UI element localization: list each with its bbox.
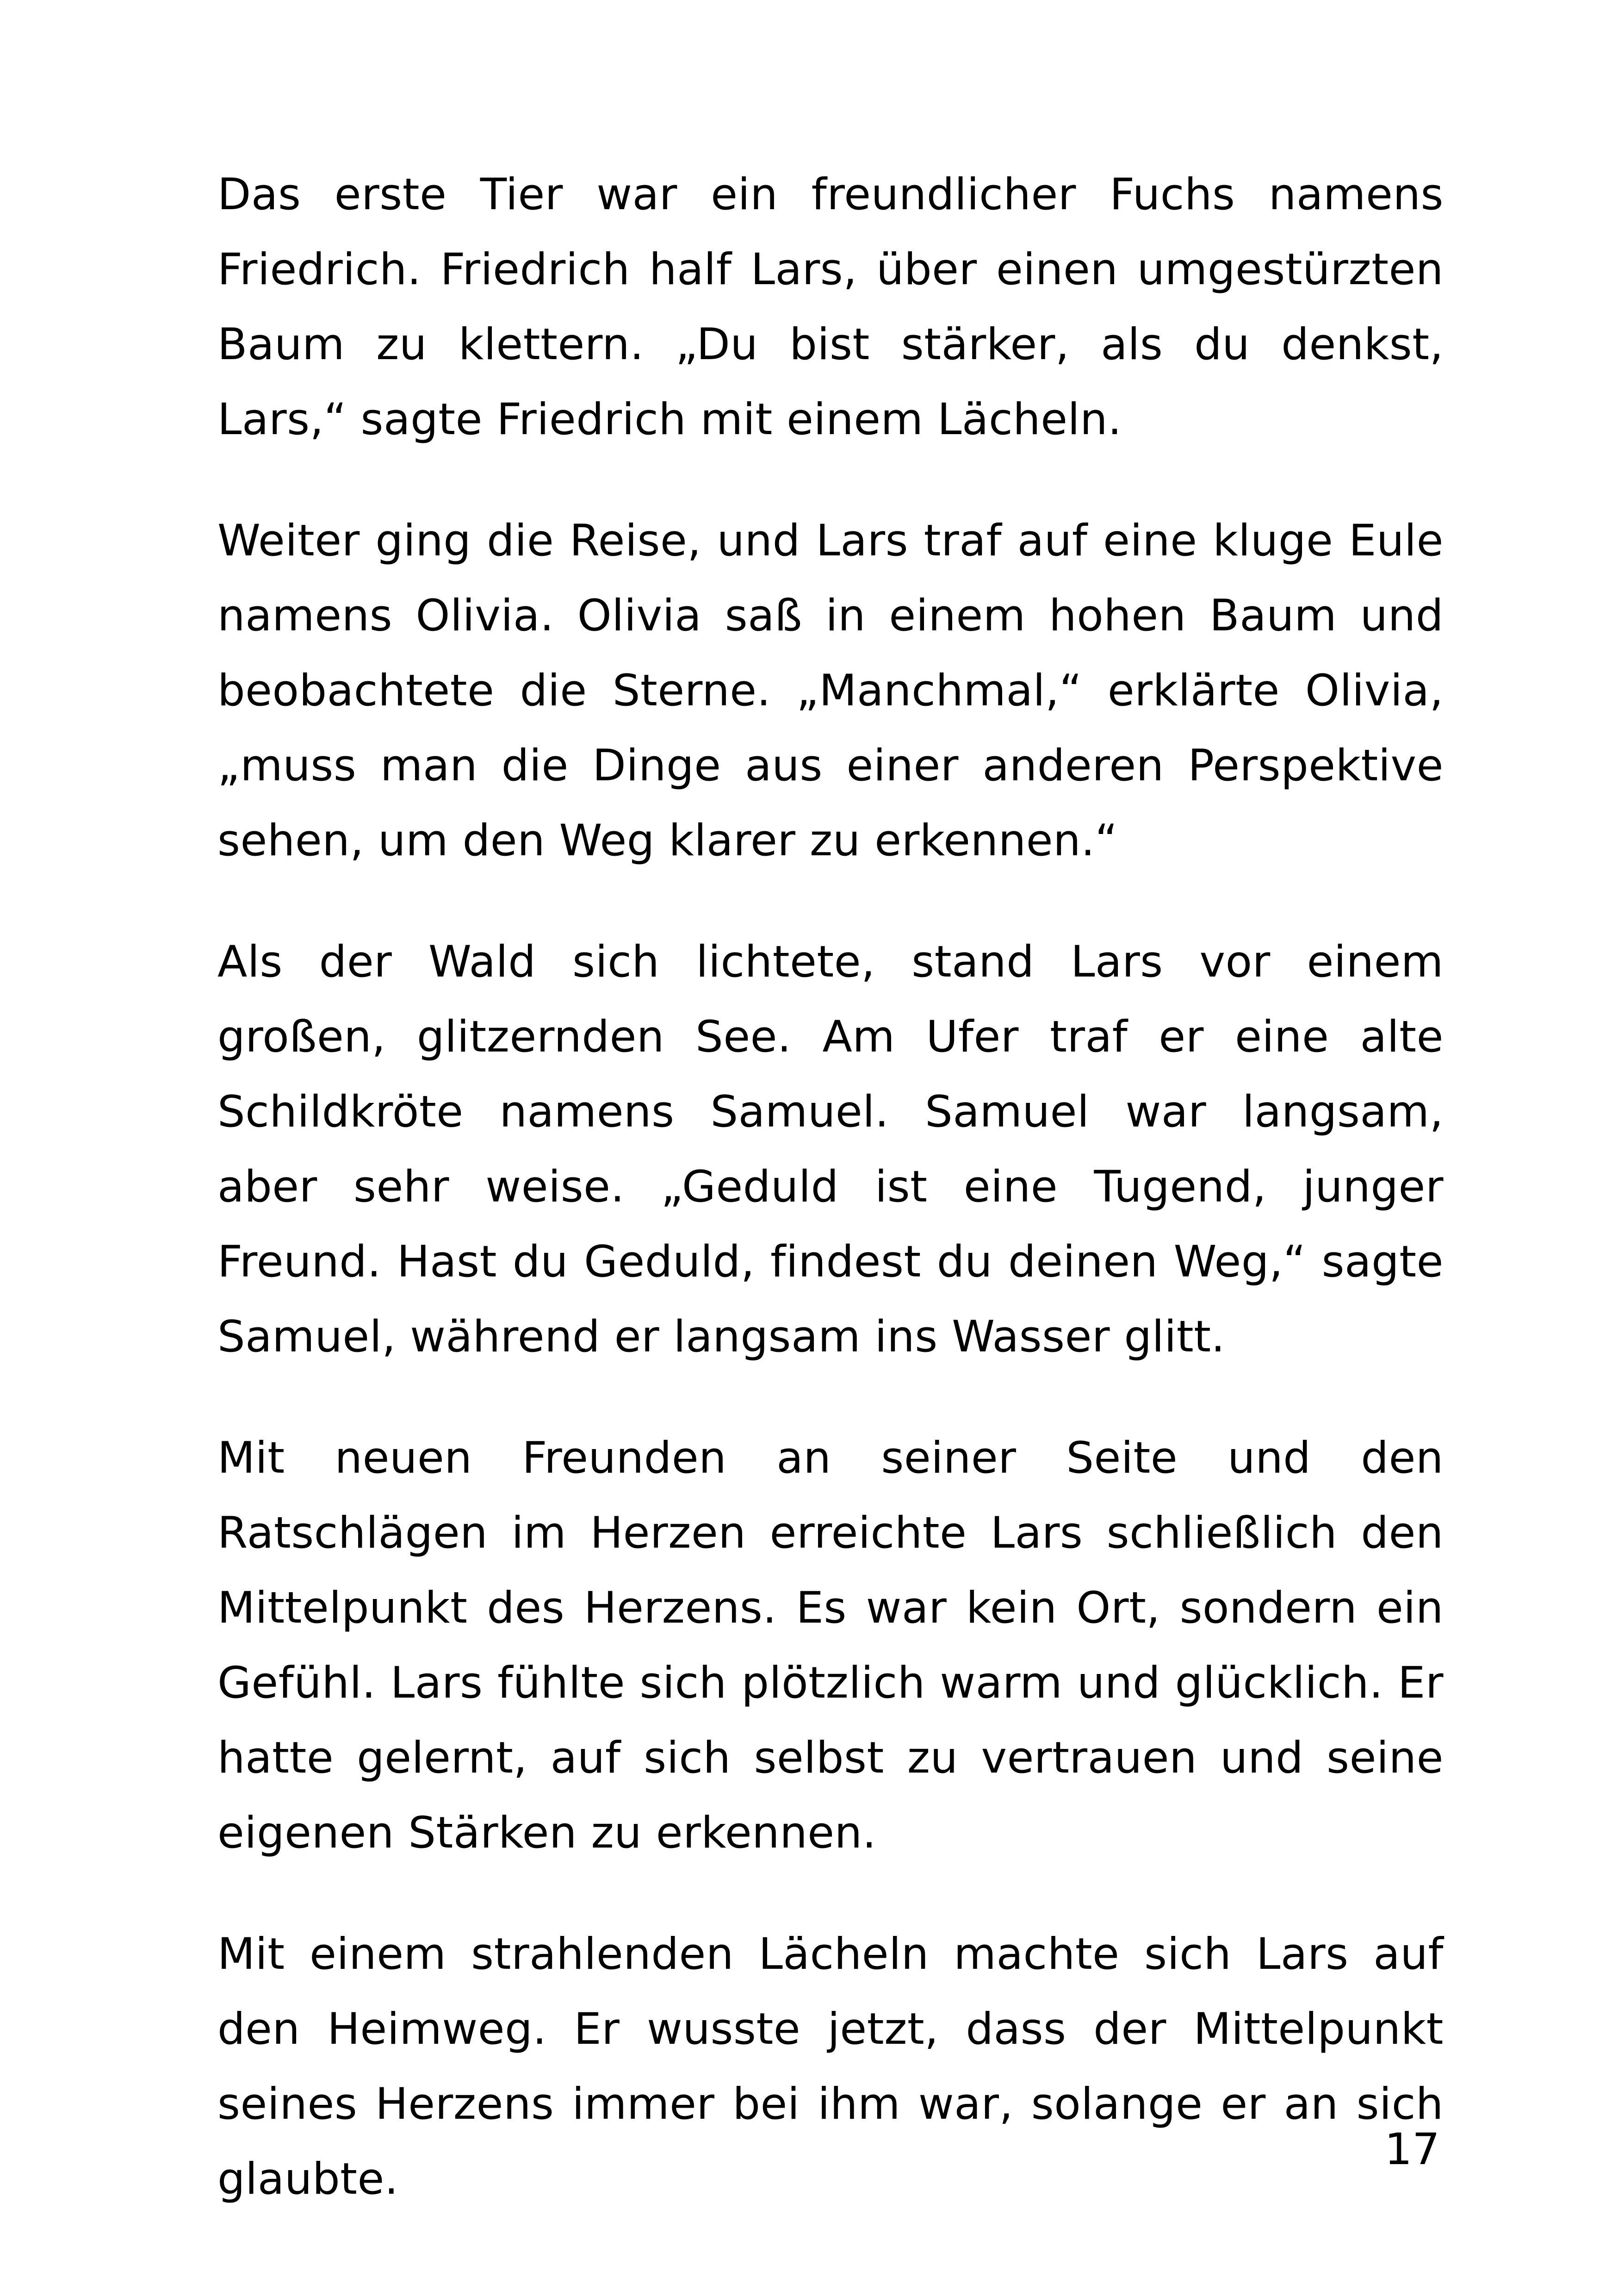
paragraph-heart-center: Mit neuen Freunden an seiner Seite und den Ratschlägen im Herzen erreichte Lars schließlich den Mittelpunkt des Herzens. Es war kein Ort, sondern ein Gefühl. Lars fühlte sich plötzlich warm und glücklich. Er hatte gelernt, auf sich selbst zu vertrauen und seine eigenen Stärken zu erkennen. bbox=[217, 1433, 1444, 1858]
page-number: 17 bbox=[1384, 2124, 1440, 2175]
paragraph-fox: Das erste Tier war ein freundlicher Fuchs namens Friedrich. Friedrich half Lars, über einen umgestürzten Baum zu klettern. „Du bist stärker, als du denkst, Lars,“ sagte Friedrich mit einem Lächeln. bbox=[217, 169, 1444, 445]
paragraph-owl: Weiter ging die Reise, und Lars traf auf eine kluge Eule namens Olivia. Olivia saß in einem hohen Baum und beobachtete die Sterne. „Manchmal,“ erklärte Olivia, „muss man die Dinge aus einer anderen Perspektive sehen, um den Weg klarer zu erkennen.“ bbox=[217, 516, 1444, 866]
paragraph-turtle: Als der Wald sich lichtete, stand Lars vor einem großen, glitzernden See. Am Ufer traf er eine alte Schildkröte namens Samuel. Samuel war langsam, aber sehr weise. „Geduld ist eine Tugend, junger Freund. Hast du Geduld, findest du deinen Weg,“ sagte Samuel, während er langsam ins Wasser glitt. bbox=[217, 937, 1444, 1362]
paragraph-homeward: Mit einem strahlenden Lächeln machte sich Lars auf den Heimweg. Er wusste jetzt, dass der Mittelpunkt seines Herzens immer bei ihm war, solange er an sich glaubte. bbox=[217, 1929, 1444, 2204]
page-body bbox=[217, 157, 1444, 2217]
